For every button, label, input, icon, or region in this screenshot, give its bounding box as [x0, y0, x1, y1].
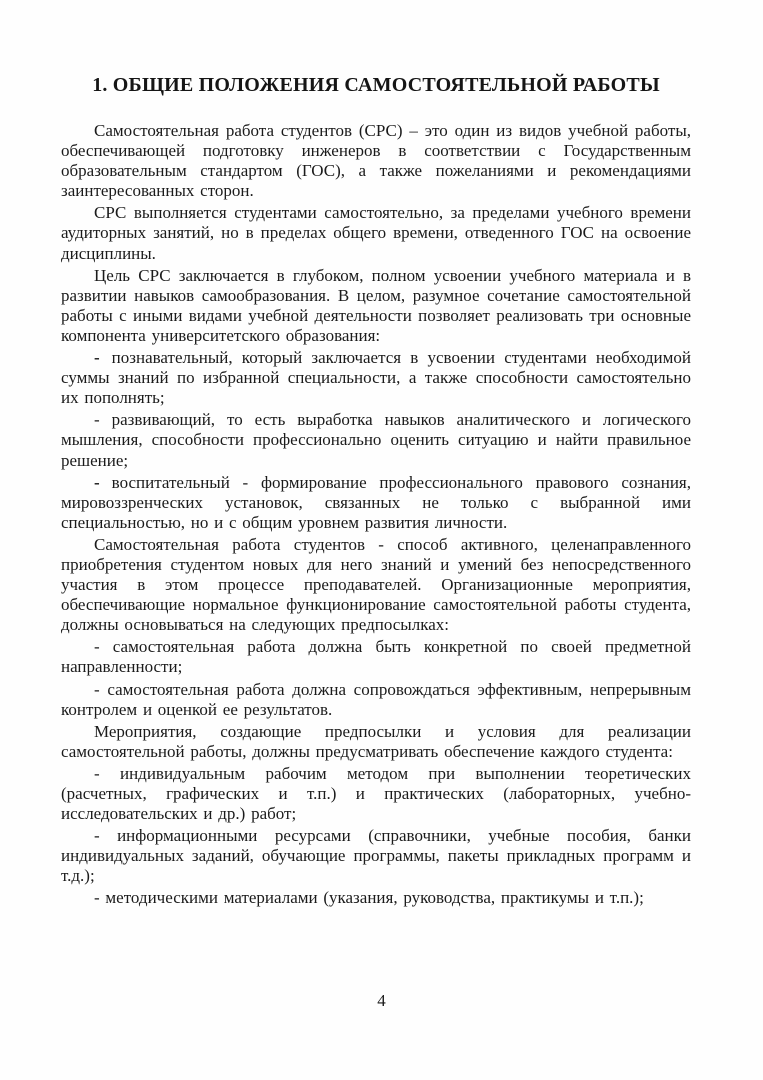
paragraph: [61, 764, 691, 824]
paragraph-text: - информационными ресурсами (справочники, учебные пособия, банки индивидуальных заданий, обучающие программы, пакеты прикладных программ и т.д.);: [61, 826, 691, 886]
page-number: 4: [377, 991, 386, 1010]
paragraph-text: - развивающий, то есть выработка навыков аналитического и логического мышления, способности профессионально оценить ситуацию и найти правильное решение;: [61, 410, 691, 470]
bullet-dash: -: [94, 348, 100, 368]
paragraph: [61, 637, 691, 677]
paragraph-text: - самостоятельная работа должна быть конкретной по своей предметной направленности;: [61, 637, 691, 677]
paragraph-text: Цель СРС заключается в глубоком, полном усвоении учебного материала и в развитии навыков самообразования. В целом, разумное сочетание самостоятельной работы с иными видами учебной деятельности позволяет реализовать три основные компонента университетского образования:: [61, 265, 691, 345]
paragraph-text: - методическими материалами (указания, руководства, практикумы и т.п.);: [94, 888, 644, 908]
paragraph: [61, 203, 691, 263]
paragraph-text: Мероприятия, создающие предпосылки и условия для реализации самостоятельной работы, должны предусматривать обеспечение каждого студента:: [61, 721, 691, 761]
paragraph: [61, 722, 691, 762]
paragraph: [61, 266, 691, 346]
paragraph: [61, 888, 691, 908]
paragraph: [61, 826, 691, 886]
paragraph: [61, 473, 691, 533]
paragraph-text: Самостоятельная работа студентов - способ активного, целенаправленного приобретения студентом новых для него знаний и умений без непосредственного участия в этом процессе преподавателей. Организационные мероприятия, обеспечивающие нормальное функционирование самостоятельной работы студента, должны основываться на следующих предпосылках:: [61, 534, 691, 635]
paragraph: [61, 348, 691, 408]
paragraph: [61, 535, 691, 635]
paragraph-text: познавательный, который заключается в усвоении студентами необходимой суммы знаний по избранной специальности, а также способности самостоятельно их пополнять;: [61, 348, 691, 408]
paragraph-text: Самостоятельная работа студентов (СРС) – это один из видов учебной работы, обеспечивающей подготовку инженеров в соответствии с Государственным образовательным стандартом (ГОС), а также пожеланиями и рекомендациями заинтересованных сторон.: [61, 121, 691, 201]
paragraph: [61, 410, 691, 470]
document-body: [61, 121, 691, 911]
paragraph: [61, 121, 691, 201]
page-title: 1. ОБЩИЕ ПОЛОЖЕНИЯ САМОСТОЯТЕЛЬНОЙ РАБОТЫ: [92, 74, 660, 96]
paragraph-text: - индивидуальным рабочим методом при выполнении теоретических (расчетных, графических и т.п.) и практических (лабораторных, учебно-исследовательских и др.) работ;: [61, 763, 691, 824]
bullet-dash: -: [94, 472, 100, 492]
paragraph-text: воспитательный - формирование профессионального правового сознания, мировоззренческих установок, связанных не только с выбранной ими специальностью, но и с общим уровнем развития личности.: [61, 472, 691, 532]
paragraph-text: СРС выполняется студентами самостоятельно, за пределами учебного времени аудиторных занятий, но в пределах общего времени, отведенного ГОС на освоение дисциплины.: [61, 203, 691, 263]
paragraph-text: - самостоятельная работа должна сопровождаться эффективным, непрерывным контролем и оценкой ее результатов.: [61, 679, 691, 719]
paragraph: [61, 680, 691, 720]
